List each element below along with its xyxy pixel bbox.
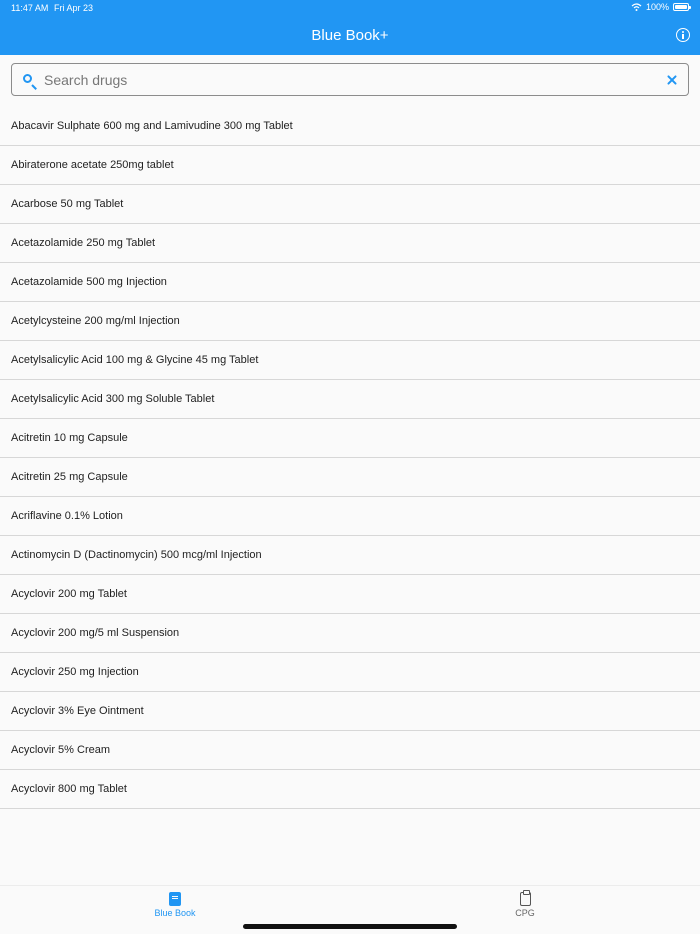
- nav-blue-book-label: Blue Book: [154, 908, 196, 918]
- home-indicator[interactable]: [243, 924, 457, 929]
- list-item[interactable]: Acetylsalicylic Acid 100 mg & Glycine 45 mg Tablet: [0, 341, 700, 380]
- list-item[interactable]: Acarbose 50 mg Tablet: [0, 185, 700, 224]
- search-bar: [11, 63, 689, 96]
- drug-list: [0, 107, 700, 827]
- list-item[interactable]: Abacavir Sulphate 600 mg and Lamivudine 300 mg Tablet: [0, 107, 700, 146]
- list-item[interactable]: Acyclovir 800 mg Tablet: [0, 770, 700, 809]
- clipboard-icon: [520, 892, 531, 906]
- battery-percent: 100%: [645, 2, 669, 12]
- list-item[interactable]: Acitretin 25 mg Capsule: [0, 458, 700, 497]
- list-item[interactable]: Acriflavine 0.1% Lotion: [0, 497, 700, 536]
- list-item[interactable]: Acetylcysteine 200 mg/ml Injection: [0, 302, 700, 341]
- nav-cpg[interactable]: [485, 890, 565, 924]
- info-icon[interactable]: [676, 28, 690, 42]
- wifi-icon: [631, 3, 642, 11]
- list-item[interactable]: Acetazolamide 250 mg Tablet: [0, 224, 700, 263]
- list-item[interactable]: Acyclovir 5% Cream: [0, 731, 700, 770]
- status-date: Fri Apr 23: [54, 3, 94, 13]
- book-icon: [169, 892, 181, 906]
- list-item[interactable]: Acyclovir 3% Eye Ointment: [0, 692, 700, 731]
- page-title: Blue Book+: [311, 27, 389, 44]
- status-time: 11:47 AM: [11, 3, 49, 13]
- search-icon: [23, 74, 32, 83]
- list-item[interactable]: Acyclovir 200 mg Tablet: [0, 575, 700, 614]
- list-item[interactable]: Acyclovir 200 mg/5 ml Suspension: [0, 614, 700, 653]
- battery-icon: [673, 3, 689, 11]
- list-item[interactable]: Acetazolamide 500 mg Injection: [0, 263, 700, 302]
- list-item[interactable]: Acyclovir 250 mg Injection: [0, 653, 700, 692]
- nav-blue-book[interactable]: [135, 890, 215, 924]
- nav-cpg-label: CPG: [515, 908, 535, 918]
- search-input[interactable]: [44, 64, 644, 95]
- status-bar: [0, 0, 700, 17]
- list-item[interactable]: Acetylsalicylic Acid 300 mg Soluble Tablet: [0, 380, 700, 419]
- list-item[interactable]: Acitretin 10 mg Capsule: [0, 419, 700, 458]
- status-indicators: [631, 2, 689, 12]
- list-item[interactable]: Actinomycin D (Dactinomycin) 500 mcg/ml Injection: [0, 536, 700, 575]
- list-item[interactable]: Abiraterone acetate 250mg tablet: [0, 146, 700, 185]
- app-bar: [0, 0, 700, 55]
- close-icon[interactable]: [664, 72, 680, 88]
